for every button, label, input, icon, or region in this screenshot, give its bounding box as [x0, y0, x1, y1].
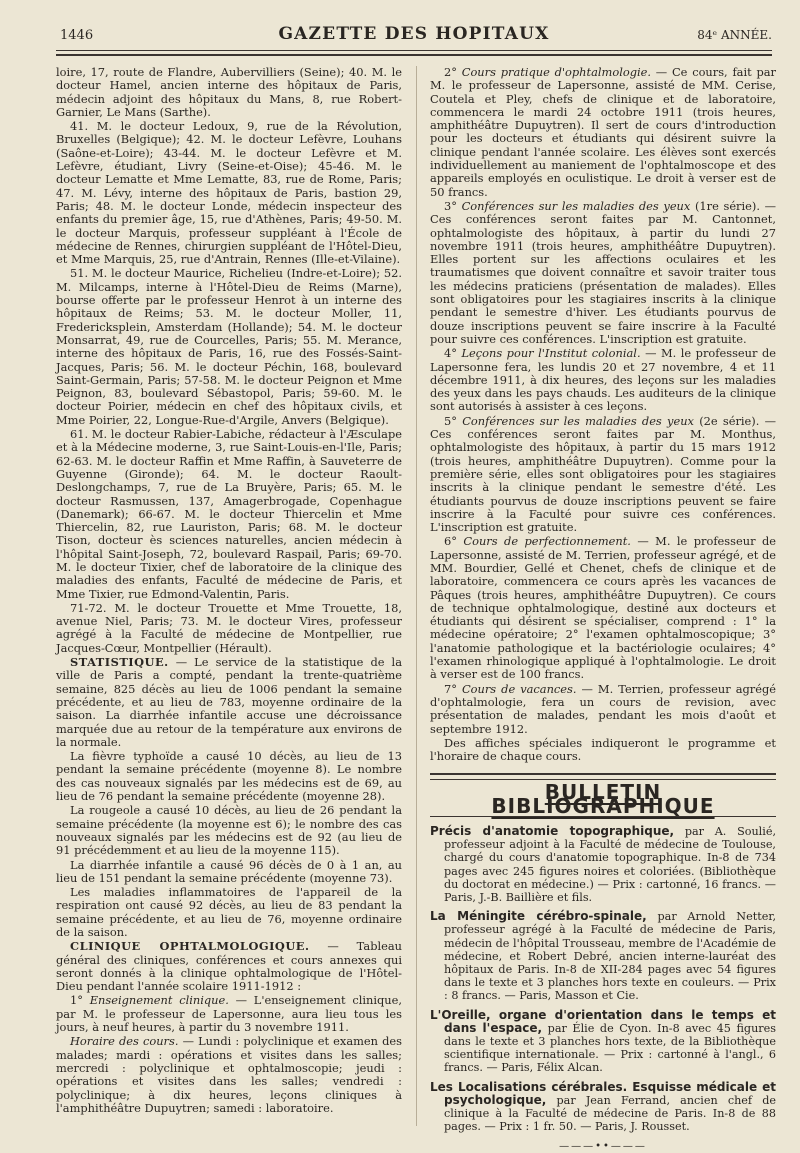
book-details: par Jean Ferrand, ancien chef de clinique à la Faculté de médecine de Paris. In-8 de 88 pages. — Prix : 1 fr. 50. — Paris, J. Rousset. — [444, 1093, 776, 1134]
left-column — [56, 66, 402, 1116]
book-details: par Élie de Cyon. In-8 avec 45 figures dans le texte et 3 planches hors texte, de la Bibliothèque scientifique internationale. — Prix : cartonné à l'angl., 6 francs. — Paris, Félix Alcan. — [444, 1021, 777, 1075]
paragraph: Les maladies inflammatoires de l'appareil de la respiration ont causé 92 décès, au lieu de 83 pendant la semaine précédente, et au lieu de 76, moyenne ordinaire de la saison. — [56, 885, 402, 939]
course-item — [430, 535, 776, 681]
right-column — [430, 66, 776, 1153]
book-details: par A. Soulié, professeur adjoint à la Faculté de médecine de Toulouse, chargé du cours d'anatomie topographique. In-8 de 734 pages avec 245 figures noires et coloriées. (Bibliothèque du doctorat en médecine.) — Prix : cartonné, 16 francs. — Paris, J.-B. Baillière et fils. — [444, 825, 777, 905]
item-number: 2° — [444, 65, 462, 79]
paragraph: Des affiches spéciales indiqueront le programme et l'horaire de chaque cours. — [430, 735, 776, 764]
book-title: Précis d'anatomie topographique, — [430, 824, 675, 839]
section-body: — Le service de la statistique de la ville de Paris a compté, pendant la trente-quatrième semaine, 825 décès au lieu de 1006 pendant la semaine précédente, et au lieu de 783, moyenne ordinaire de la saison. La diarrhée infantile accuse une décroissance marquée due au retour de la température aux environs de la normale. — [56, 655, 402, 749]
course-item — [430, 415, 776, 535]
item-body: — Ce cours, fait par M. le professeur de Lapersonne, assisté de MM. Cerise, Coutela et Pley, chefs de clinique et de laboratoire, commencera le mardi 24 octobre 1911 (trois heures, amphithéâtre Dupuytren). Il sert de cours d'introduction pour les docteurs et étudiants qui désirent suivre la clinique pendant l'année scolaire. Les élèves sont exercés individuellement au maniement de l'ophtalmoscope et des appareils employés en oculistique. Le droit à verser est de 50 francs. — [430, 65, 776, 199]
item-title: Cours de vacances. — [461, 681, 577, 696]
item-body: — L'enseignement clinique, par M. le professeur de Lapersonne, aura lieu tous les jours, à neuf heures, à partir du 3 novembre 1911. — [56, 993, 402, 1035]
item-body: — Lundi : polyclinique et examen des malades; mardi : opérations et visites dans les salles; mercredi : polyclinique et ophtalmoscopie; jeudi : opérations et visites dans les salles; vendredi : polyclinique; à dix heures, leçons cliniques à l'amphithéâtre Dupuytren; samedi : laboratoire. — [56, 1034, 402, 1115]
item-title: Enseignement clinique. — [89, 993, 229, 1008]
column-separator — [416, 66, 417, 1126]
book-entry — [430, 1081, 776, 1134]
end-ornament: ———••——— — [559, 1140, 647, 1152]
course-item — [56, 1035, 402, 1115]
item-body: (2e série). — Ces conférences seront faites par M. Monthus, ophtalmologiste des hôpitaux, à partir du 15 mars 1912 (trois heures, amphithéâtre Dupuytren). Comme pour la première série, elles sont obligatoires pour les stagiaires inscrits à la clinique pendant le semestre d'été. Les étudiants pourvus de douze inscriptions peuvent se faire inscrire à la Faculté pour suivre ces conférences. L'inscription est gratuite. — [430, 413, 776, 535]
book-entry — [430, 825, 776, 904]
section-divider — [430, 773, 776, 780]
item-title: Cours de perfectionnement. — [463, 534, 631, 549]
page-header — [56, 22, 772, 46]
item-body: — M. le professeur de Lapersonne fera, les lundis 20 et 27 novembre, 4 et 11 décembre 1911, à dix heures, des leçons sur les maladies des yeux dans les pays chauds. Les auditeurs de la clinique sont autorisés à assister à ces leçons. — [430, 346, 776, 414]
item-body: — M. le professeur de Lapersonne, assisté de M. Terrien, professeur agrégé, et de MM. Bourdier, Gellé et Chenet, chefs de clinique et de laboratoire, commencera ce cours après les vacances de Pâques (trois heures, amphithéâtre Dupuytren). Ce cours de technique ophtalmologique, destiné aux docteurs et étudiants qui désirent se spécialiser, comprend : 1° la médecine opératoire; 2° l'examen ophtalmoscopique; 3° l'anatomie pathologique et la bactériologie oculaires; 4° l'examen rhinologique appliqué à l'ophtalmologie. Le droit à verser est de 100 francs. — [430, 534, 776, 682]
course-item — [430, 66, 776, 199]
item-number: 4° — [444, 346, 462, 361]
journal-title: GAZETTE DES HOPITAUX — [278, 24, 550, 44]
paragraph: loire, 17, route de Flandre, Aubervilliers (Seine); 40. M. le docteur Hamel, ancien interne des hôpitaux de Paris, médecin adjoint des hôpitaux du Mans, 8, rue Robert-Garnier, Le Mans (Sarthe). — [56, 65, 402, 119]
paragraph: 41. M. le docteur Ledoux, 9, rue de la Révolution, Bruxelles (Belgique); 42. M. le docteur Lefèvre, Louhans (Saône-et-Loire); 43-44. M. le docteur Lefèvre et M. Lefèvre, étudiant, Livry (Seine-et-Oise); 45-46. M. le docteur Lematte et Mme Lematte, 83, rue de Rome, Paris; 47. M. Lévy, interne des hôpitaux de Paris, bastion 29, Paris; 48. M. le docteur Londe, médecin inspecteur des enfants du premier âge, 15, rue d'Athènes, Paris; 49-50. M. le docteur Marquis, professeur suppléant à l'École de médecine de Rennes, chirurgien suppléant de l'Hôtel-Dieu, et Mme Marquis, 25, rue d'Antrain, Rennes (Ille-et-Vilaine). — [56, 119, 402, 267]
section-heading: STATISTIQUE. — [70, 655, 169, 670]
item-number: 7° — [444, 681, 462, 696]
statistique-paragraph — [56, 656, 402, 749]
course-item — [56, 994, 402, 1034]
course-item — [430, 683, 776, 736]
item-title: Horaire des cours. — [70, 1034, 179, 1049]
item-number: 1° — [70, 993, 90, 1008]
header-rule-thick — [56, 54, 772, 56]
paragraph: 51. M. le docteur Maurice, Richelieu (Indre-et-Loire); 52. M. Milcamps, interne à l'Hôtel-Dieu de Reims (Marne), bourse offerte par le professeur Henrot à un interne des hôpitaux de Reims; 53. M. le docteur Moller, 11, Fredericksplein, Amsterdam (Hollande); 54. M. le docteur Monsarrat, 49, rue de Courcelles, Paris; 55. M. Merance, interne des hôpitaux de Paris, 16, rue des Fossés-Saint-Jacques, Paris; 56. M. le docteur Péchin, 168, boulevard Saint-Germain, Paris; 57-58. M. le docteur Peignon et Mme Peignon, 83, boulevard Sébastopol, Paris; 59-60. M. le docteur Poirier, médecin en chef des hôpitaux civils, et Mme Poirier, 22, Longue-Rue-d'Argile, Anvers (Belgique). — [56, 266, 402, 427]
item-title: Conférences sur les maladies des yeux — [462, 413, 694, 428]
book-title: L'Oreille, organe d'orientation dans le temps et dans l'espace, — [430, 1007, 776, 1035]
section-body: — Tableau général des cliniques, conférences et cours annexes qui seront donnés à la clinique ophtalmologique de l'Hôtel-Dieu pendant l'année scolaire 1911-1912 : — [56, 939, 402, 994]
book-title: Les Localisations cérébrales. Esquisse médicale et psychologique, — [430, 1079, 776, 1107]
item-title: Leçons pour l'Institut colonial. — [461, 346, 641, 361]
bulletin-title: BULLETIN BIBLIOGRAPHIQUE — [491, 780, 715, 818]
year-label: 84ᵉ ANNÉE. — [697, 28, 772, 42]
header-rule — [56, 50, 772, 51]
book-title: La Méningite cérébro-spinale, — [430, 909, 647, 924]
paragraph: 61. M. le docteur Rabier-Labiche, rédacteur à l'Æsculape et à la Médecine moderne, 3, rue Saint-Louis-en-l'Ile, Paris; 62-63. M. le docteur Raffin et Mme Raffin, à Sauveterre de Guyenne (Gironde); 64. M. le docteur Raoult-Deslongchamps, 7, rue de La Bruyère, Paris; 65. M. le docteur Rasmussen, 137, Amagerbrogade, Copenhague (Danemark); 66-67. M. le docteur Thiercelin et Mme Thiercelin, 82, rue Lauriston, Paris; 68. M. le docteur Tison, docteur ès sciences naturelles, ancien médecin à l'hôpital Saint-Joseph, 72, boulevard Raspail, Paris; 69-70. M. le docteur Tixier, chef de laboratoire de la clinique des maladies des enfants, Faculté de médecine de Paris, et Mme Tixier, rue Edmond-Valentin, Paris. — [56, 427, 402, 601]
item-title: Cours pratique d'ophtalmologie. — [461, 65, 651, 79]
course-item — [430, 200, 776, 346]
book-details: par Arnold Netter, professeur agrégé à la Faculté de médecine de Paris, médecin de l'hôpital Trousseau, membre de l'Académie de médecine, et Robert Debré, ancien interne-lauréat des hôpitaux de Paris. In-8 de XII-284 pages avec 54 figures dans le texte et 3 planches hors texte en couleurs. — Prix : 8 francs. — Paris, Masson et Cie. — [444, 910, 776, 1003]
item-title: Conférences sur les maladies des yeux — [461, 198, 691, 213]
book-entry — [430, 1009, 776, 1075]
item-number: 5° — [444, 413, 463, 428]
item-body: (1re série). — Ces conférences seront faites par M. Cantonnet, ophtalmologiste des hôpitaux, à partir du lundi 27 novembre 1911 (trois heures, amphithéâtre Dupuytren). Elles portent sur les affections oculaires et les traumatismes que doivent connaître et savoir traiter tous les médecins praticiens (présentation de malades). Elles sont obligatoires pour les stagiaires inscrits à la clinique pendant le semestre d'hiver. Les étudiants pourvus de douze inscriptions peuvent se faire inscrire à la Faculté pour suivre ces conférences. L'inscription est gratuite. — [430, 198, 776, 346]
item-body: — M. Terrien, professeur agrégé d'ophtalmologie, fera un cours de revision, avec présentation de malades, pendant les mois d'août et septembre 1912. — [430, 681, 776, 736]
paragraph: La rougeole a causé 10 décès, au lieu de 26 pendant la semaine précédente (la moyenne est 6); le nombre des cas nouveaux signalés par les médecins est de 92 (au lieu de 91 précédemment et au lieu de la moyenne 115). — [56, 803, 402, 858]
clinique-paragraph — [56, 940, 402, 993]
paragraph: 71-72. M. le docteur Trouette et Mme Trouette, 18, avenue Niel, Paris; 73. M. le docteur Vires, professeur agrégé à la Faculté de médecine de Montpellier, rue Jacques-Cœur, Montpellier (Hérault). — [56, 600, 402, 655]
paragraph: La diarrhée infantile a causé 96 décès de 0 à 1 an, au lieu de 151 pendant la semaine précédente (moyenne 73). — [56, 857, 402, 885]
paragraph: La fièvre typhoïde a causé 10 décès, au lieu de 13 pendant la semaine précédente (moyenne 8). Le nombre des cas nouveaux signalés par les médecins est de 69, au lieu de 76 pendant la semaine précédente (moyenne 28). — [56, 749, 402, 804]
page-number: 1446 — [60, 28, 94, 43]
item-number: 3° — [444, 198, 462, 213]
section-heading: CLINIQUE OPHTALMOLOGIQUE. — [70, 939, 310, 954]
course-item — [430, 347, 776, 413]
book-entry — [430, 910, 776, 1002]
item-number: 6° — [444, 534, 464, 549]
